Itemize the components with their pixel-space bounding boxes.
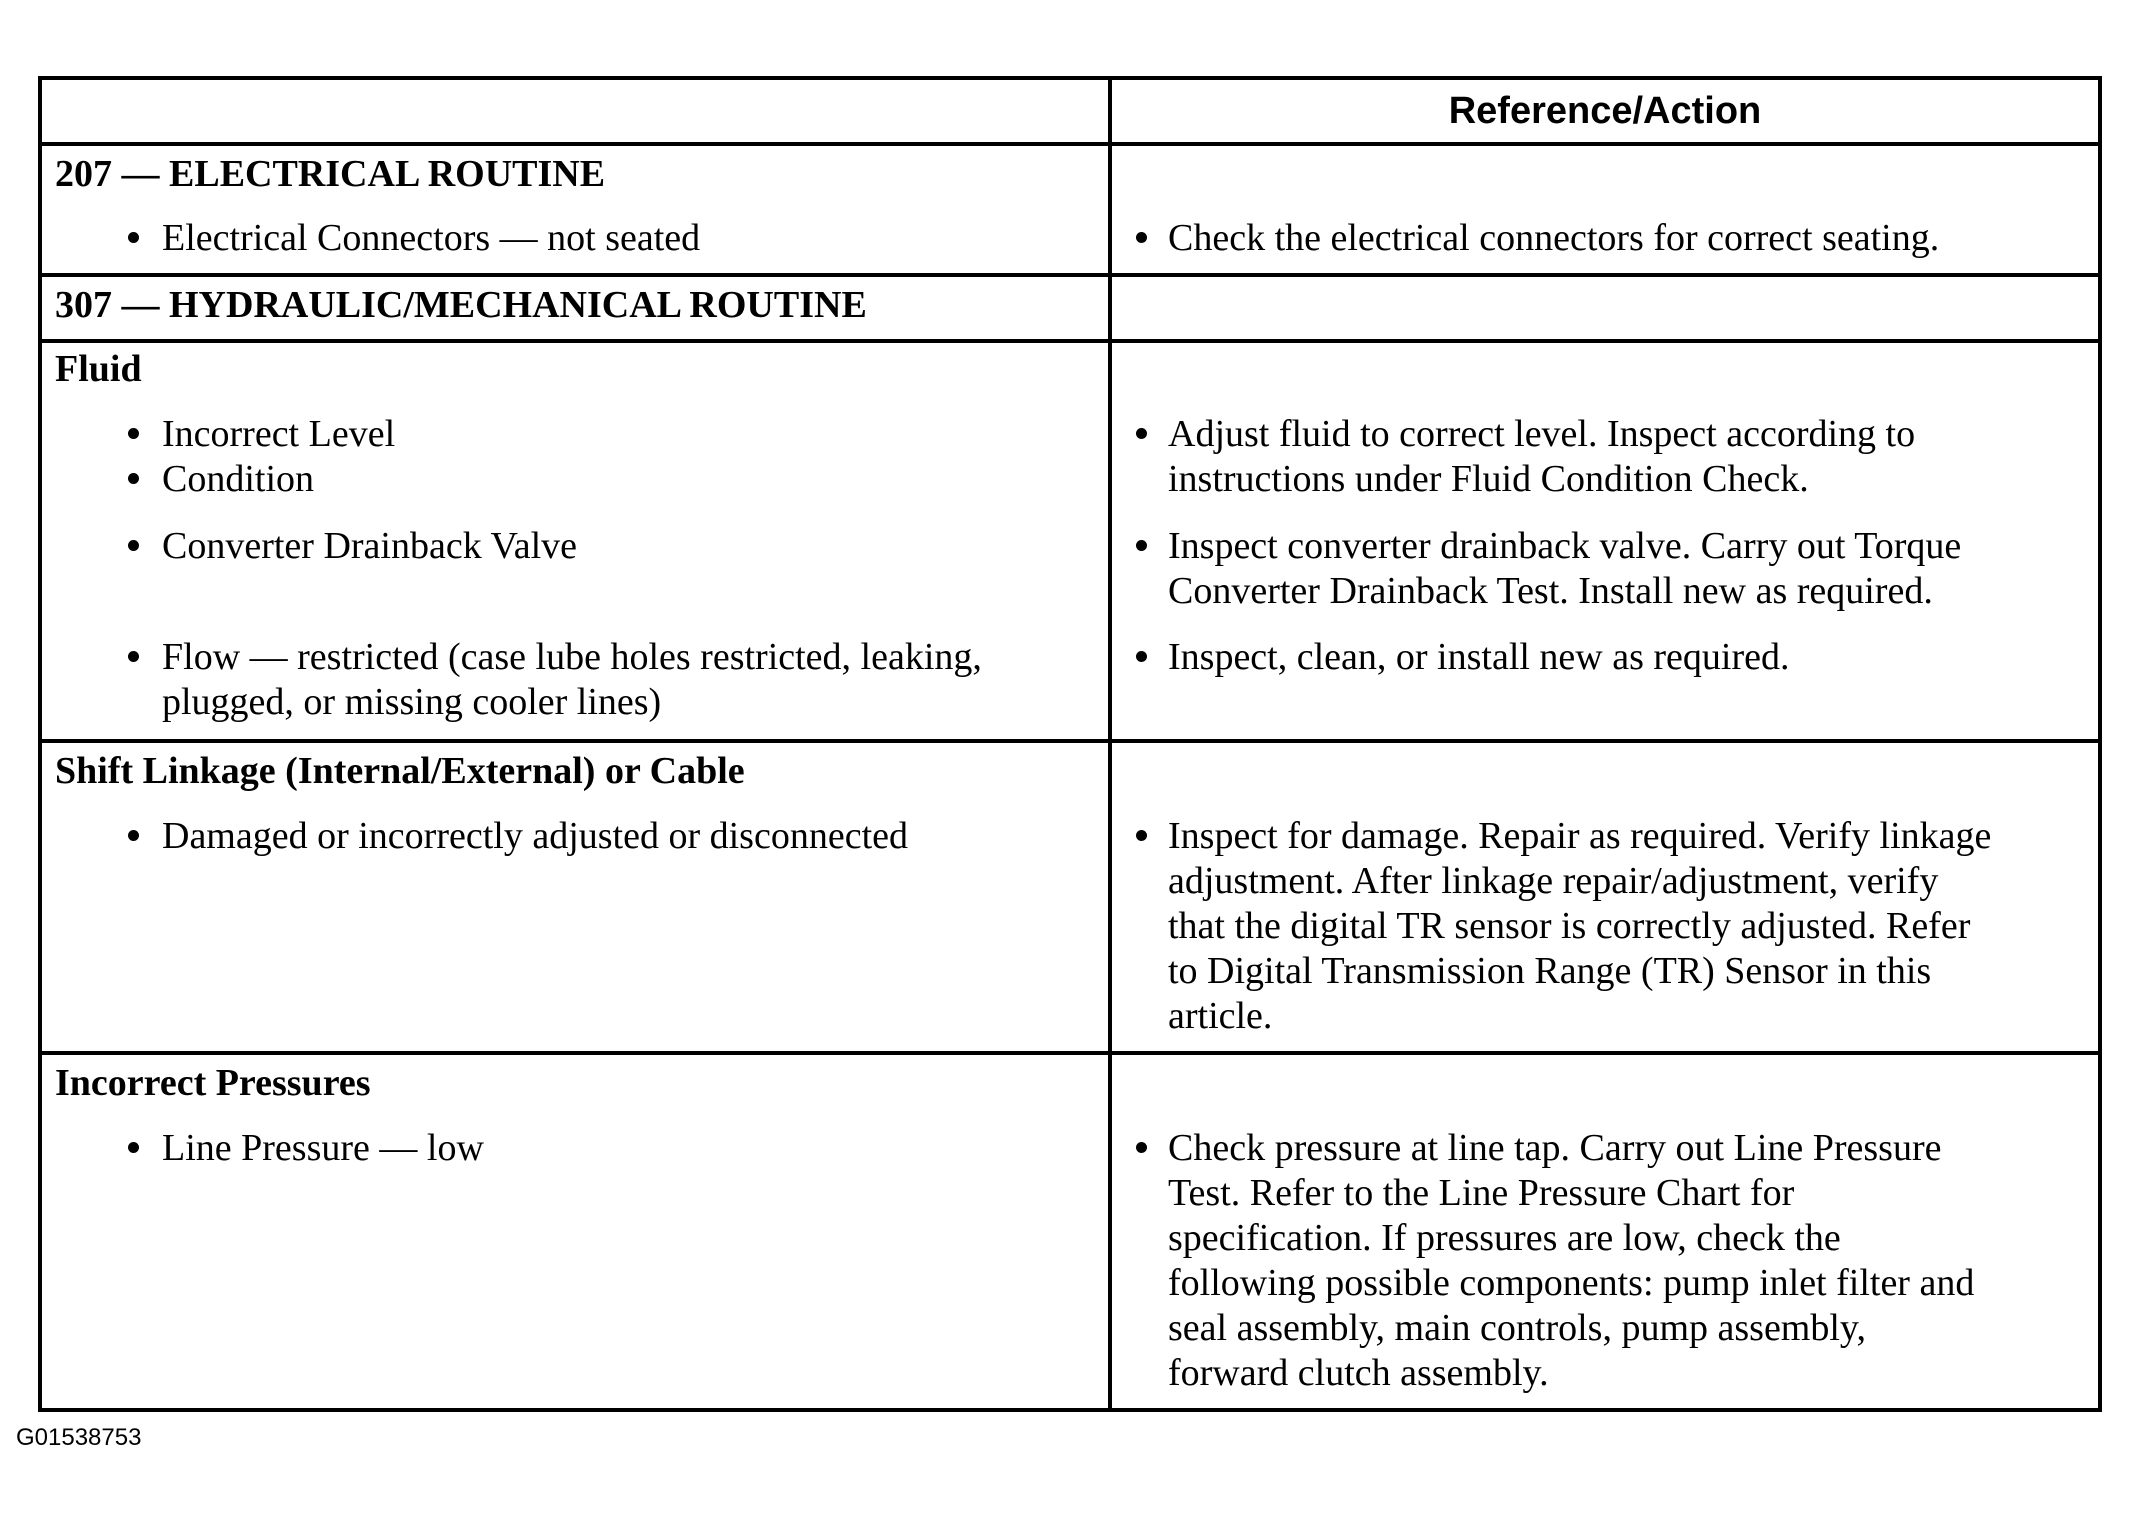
- bullet-icon: [128, 232, 139, 243]
- section-title: Shift Linkage (Internal/External) or Cable: [55, 750, 745, 792]
- header-reference-action: Reference/Action: [1448, 90, 1762, 132]
- action-line: Adjust fluid to correct level. Inspect according to: [1168, 413, 1916, 455]
- column-divider: [1108, 743, 1112, 1051]
- bullet-icon: [1136, 651, 1147, 662]
- figure-id: G01538753: [16, 1424, 142, 1451]
- action-line: Converter Drainback Test. Install new as required.: [1168, 570, 1933, 612]
- action-line: following possible components: pump inlet filter and: [1168, 1262, 1975, 1304]
- action-line: that the digital TR sensor is correctly adjusted. Refer: [1168, 905, 1971, 947]
- bullet-icon: [1136, 232, 1147, 243]
- section-electrical-routine: [42, 142, 2098, 273]
- action-line: forward clutch assembly.: [1168, 1352, 1549, 1394]
- action-line: Inspect, clean, or install new as required.: [1168, 636, 1790, 678]
- action-line: article.: [1168, 995, 1273, 1037]
- symptom-line: Line Pressure — low: [162, 1127, 484, 1169]
- section-title: 307 — HYDRAULIC/MECHANICAL ROUTINE: [55, 284, 867, 326]
- action-line: seal assembly, main controls, pump assembly,: [1168, 1307, 1866, 1349]
- symptom-line: Incorrect Level: [162, 413, 396, 455]
- symptom-line: plugged, or missing cooler lines): [162, 681, 662, 723]
- action-line: instructions under Fluid Condition Check.: [1168, 458, 1809, 500]
- bullet-icon: [1136, 1142, 1147, 1153]
- action-line: Inspect converter drainback valve. Carry out Torque: [1168, 525, 1962, 567]
- column-divider: [1108, 1055, 1112, 1408]
- action-line: Inspect for damage. Repair as required. Verify linkage: [1168, 815, 1992, 857]
- column-divider: [1108, 277, 1112, 339]
- section-fluid: [42, 339, 2098, 739]
- symptom-line: Electrical Connectors — not seated: [162, 217, 701, 259]
- bullet-icon: [1136, 428, 1147, 439]
- symptom-line: Damaged or incorrectly adjusted or disconnected: [162, 815, 908, 857]
- action-line: Check the electrical connectors for correct seating.: [1168, 217, 1940, 259]
- symptom-line: Condition: [162, 458, 315, 500]
- action-line: adjustment. After linkage repair/adjustment, verify: [1168, 860, 1939, 902]
- bullet-icon: [128, 540, 139, 551]
- bullet-icon: [128, 473, 139, 484]
- bullet-icon: [1136, 830, 1147, 841]
- section-incorrect-pressures: [42, 1051, 2098, 1408]
- section-hydraulic-mechanical-routine: [42, 273, 2098, 339]
- symptom-line: Converter Drainback Valve: [162, 525, 578, 567]
- action-line: Test. Refer to the Line Pressure Chart for: [1168, 1172, 1795, 1214]
- section-shift-linkage: [42, 739, 2098, 1051]
- bullet-icon: [128, 428, 139, 439]
- bullet-icon: [128, 830, 139, 841]
- action-line: specification. If pressures are low, check the: [1168, 1217, 1841, 1259]
- diagnostic-table: [38, 76, 2102, 1412]
- section-title: 207 — ELECTRICAL ROUTINE: [55, 153, 606, 195]
- bullet-icon: [128, 651, 139, 662]
- action-line: Check pressure at line tap. Carry out Line Pressure: [1168, 1127, 1942, 1169]
- action-line: to Digital Transmission Range (TR) Sensor in this: [1168, 950, 1932, 992]
- table-header-row: [42, 80, 2098, 142]
- section-title: Incorrect Pressures: [55, 1062, 371, 1104]
- symptom-line: Flow — restricted (case lube holes restricted, leaking,: [162, 636, 982, 678]
- bullet-icon: [128, 1142, 139, 1153]
- column-divider: [1108, 146, 1112, 273]
- section-title: Fluid: [55, 348, 142, 390]
- column-divider: [1108, 343, 1112, 739]
- bullet-icon: [1136, 540, 1147, 551]
